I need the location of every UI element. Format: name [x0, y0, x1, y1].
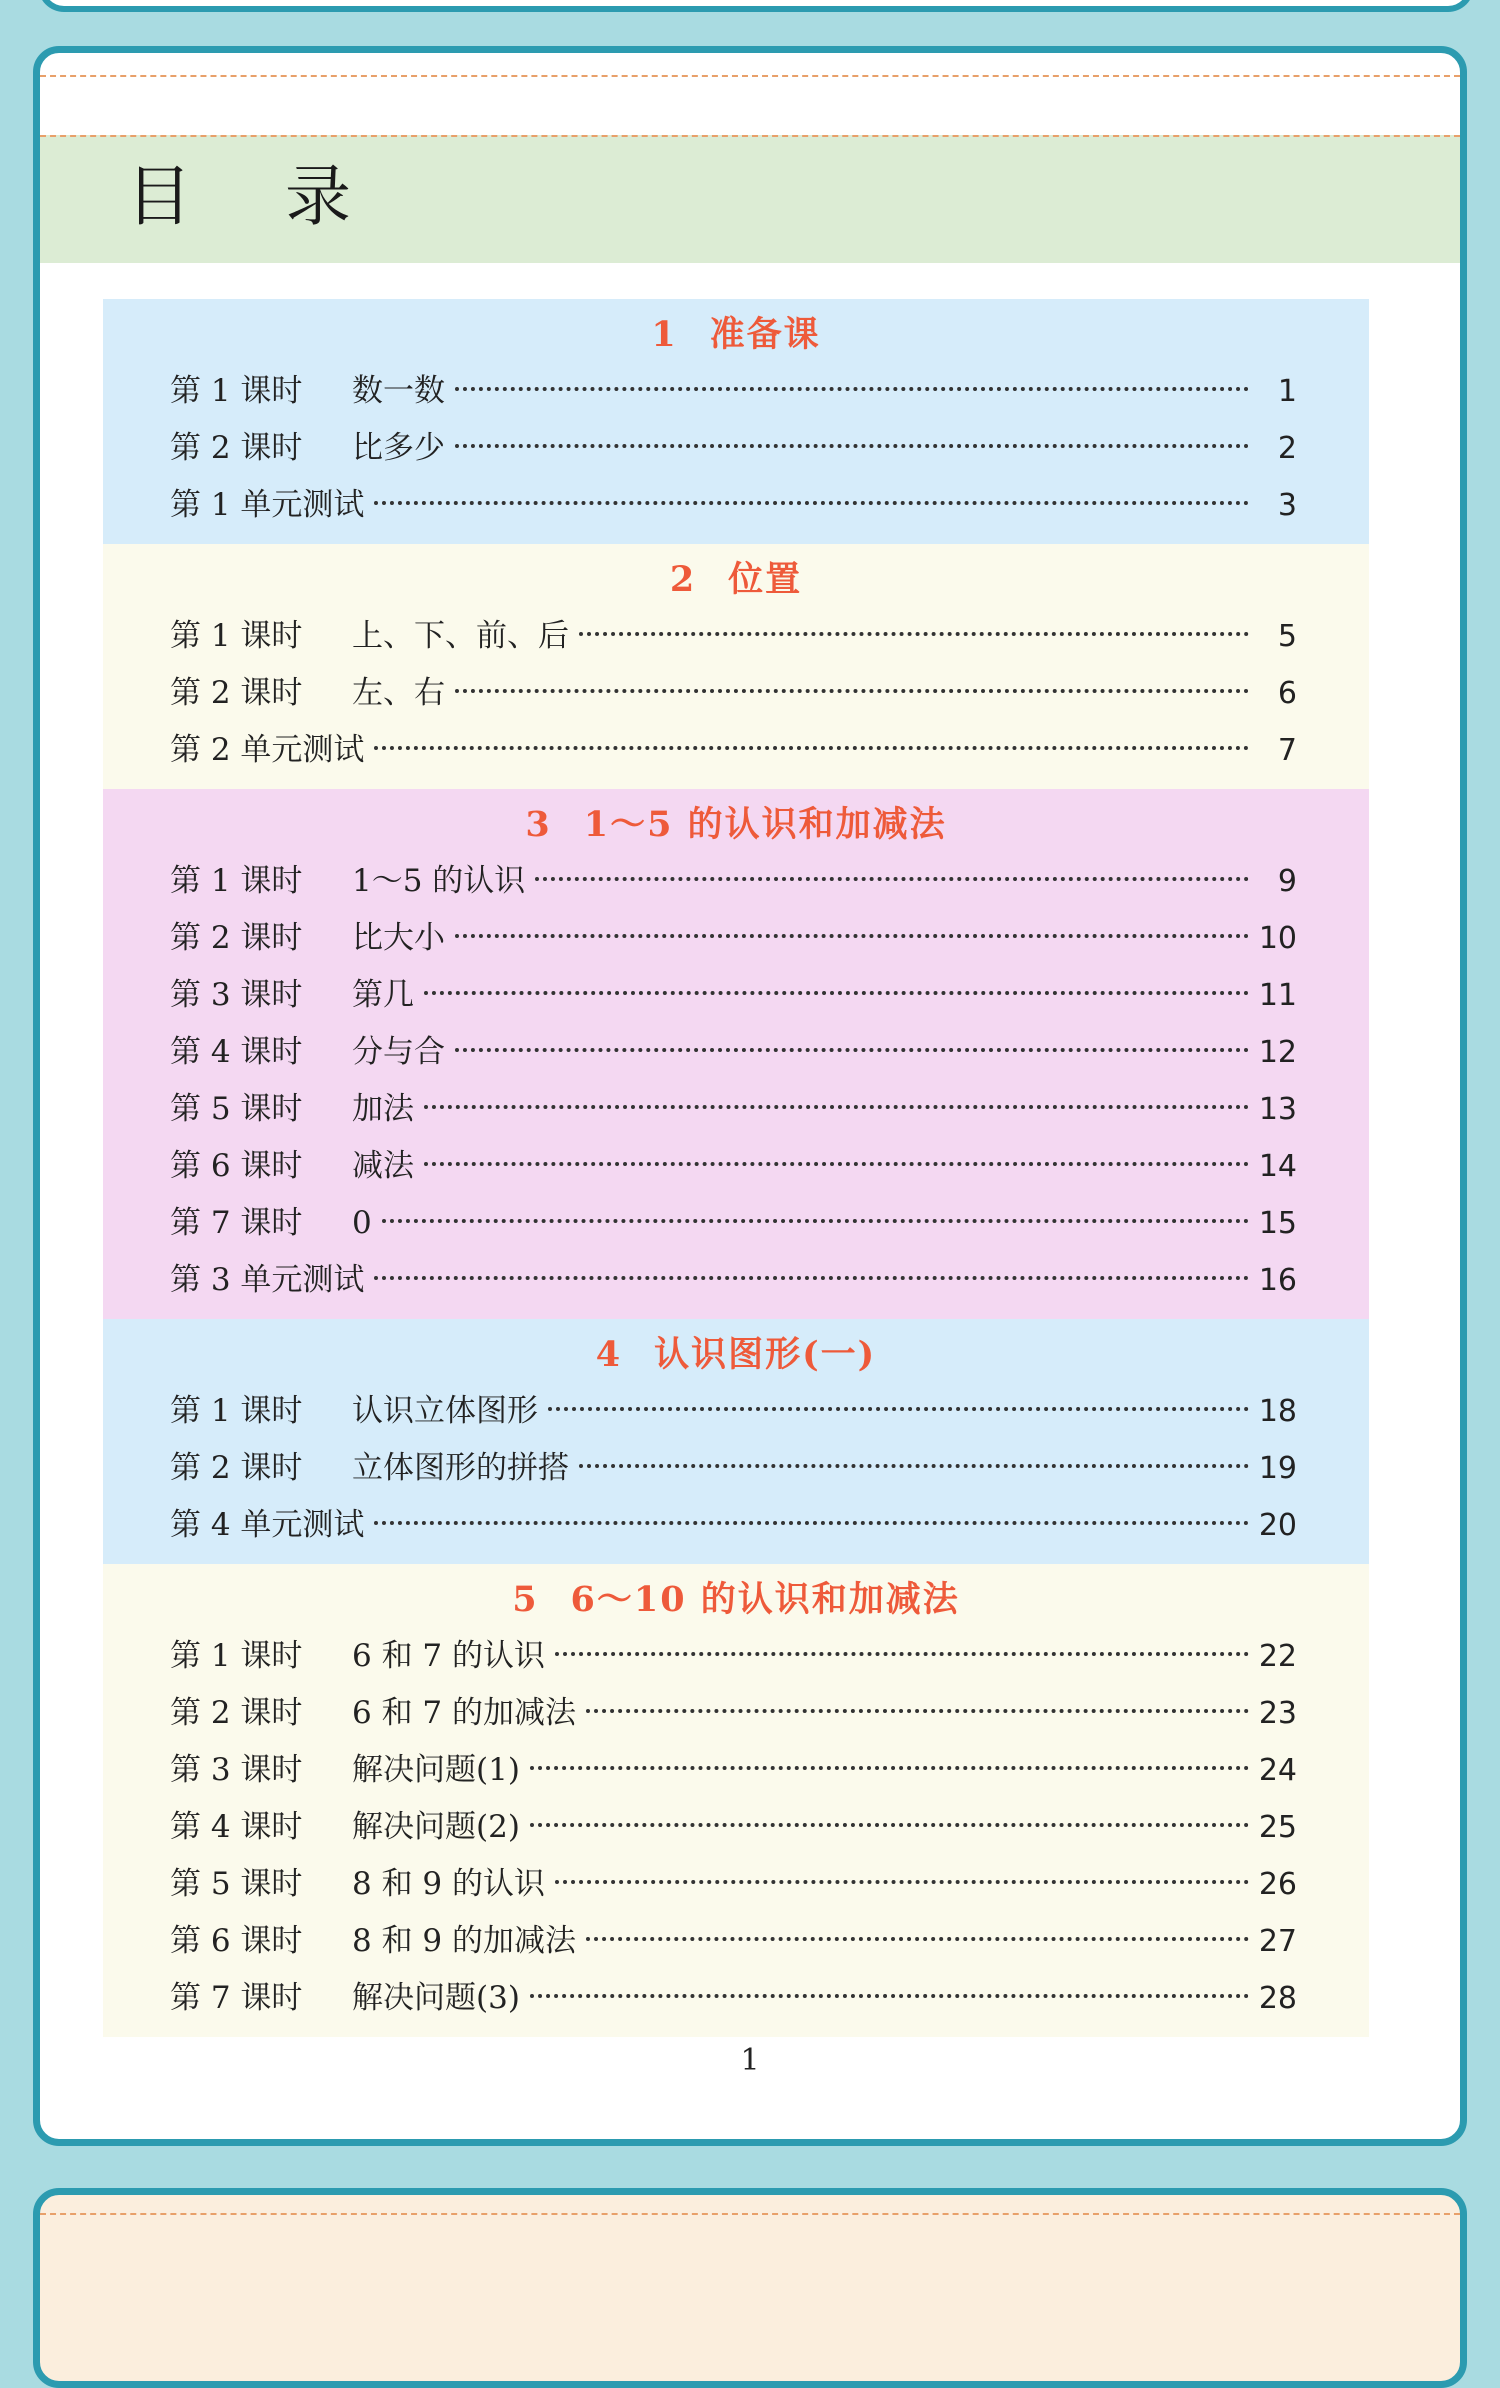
dot-leader — [374, 1276, 1248, 1280]
toc-section — [103, 1564, 1369, 2037]
lesson-topic: 第几 — [352, 977, 414, 1013]
lesson-topic: 1～5 的认识 — [352, 863, 526, 899]
page-ref: 16 — [1258, 1263, 1297, 1298]
lesson-label: 第 1 课时 — [170, 1638, 303, 1674]
section-title — [103, 558, 1369, 602]
dashed-rule — [40, 2213, 1460, 2215]
lesson-label: 第 1 课时 — [170, 1393, 303, 1429]
section-title-text: 1～5 的认识和加减法 — [583, 804, 947, 845]
previous-page-edge — [38, 0, 1474, 12]
toc-entry[interactable] — [103, 1195, 1369, 1252]
section-title — [103, 313, 1369, 357]
dot-leader — [424, 1105, 1249, 1109]
lesson-label: 第 1 课时 — [170, 618, 303, 654]
page-ref: 11 — [1258, 978, 1297, 1013]
lesson-label: 第 3 课时 — [170, 977, 303, 1013]
dot-leader — [579, 1464, 1249, 1468]
toc-entry[interactable] — [103, 1138, 1369, 1195]
lesson-label: 第 6 课时 — [170, 1923, 303, 1959]
lesson-label: 第 3 课时 — [170, 1752, 303, 1788]
page-ref: 12 — [1258, 1035, 1297, 1070]
section-title — [103, 803, 1369, 847]
lesson-topic: 8 和 9 的认识 — [352, 1866, 546, 1902]
lesson-label: 第 7 课时 — [170, 1980, 303, 2016]
lesson-label: 第 4 单元测试 — [170, 1507, 365, 1543]
page-ref: 14 — [1258, 1149, 1297, 1184]
dot-leader — [455, 444, 1249, 448]
toc-entry[interactable] — [103, 1383, 1369, 1440]
page-ref: 25 — [1258, 1810, 1297, 1845]
lesson-topic: 分与合 — [352, 1034, 445, 1070]
lesson-topic: 解决问题(2) — [352, 1809, 520, 1845]
page-ref: 1 — [1277, 374, 1297, 409]
lesson-topic: 上、下、前、后 — [352, 618, 569, 654]
page-ref: 13 — [1258, 1092, 1297, 1127]
toc-entry[interactable] — [103, 420, 1369, 477]
page-ref: 28 — [1258, 1981, 1297, 2016]
section-title-text: 认识图形(一) — [654, 1334, 877, 1375]
toc-page — [33, 46, 1467, 2146]
section-number: 4 — [595, 1334, 623, 1375]
toc-section — [103, 544, 1369, 789]
toc-entry[interactable] — [103, 853, 1369, 910]
section-number: 3 — [525, 804, 552, 845]
lesson-label: 第 2 课时 — [170, 675, 303, 711]
lesson-topic: 比多少 — [352, 430, 445, 466]
lesson-label: 第 7 课时 — [170, 1205, 303, 1241]
toc-entry[interactable] — [103, 363, 1369, 420]
dot-leader — [579, 632, 1249, 636]
lesson-label: 第 3 单元测试 — [170, 1262, 365, 1298]
page-ref: 23 — [1258, 1696, 1297, 1731]
lesson-topic: 6 和 7 的认识 — [352, 1638, 546, 1674]
dot-leader — [455, 1048, 1249, 1052]
toc-entry[interactable] — [103, 1252, 1369, 1309]
toc-section — [103, 299, 1369, 544]
lesson-topic: 减法 — [352, 1148, 414, 1184]
page-ref: 5 — [1277, 619, 1297, 654]
lesson-label: 第 2 单元测试 — [170, 732, 365, 768]
lesson-topic: 认识立体图形 — [352, 1393, 538, 1429]
dot-leader — [424, 1162, 1249, 1166]
dot-leader — [586, 1709, 1249, 1713]
dot-leader — [555, 1880, 1249, 1884]
page-ref: 20 — [1258, 1508, 1297, 1543]
toc-entry[interactable] — [103, 1440, 1369, 1497]
page-ref: 27 — [1258, 1924, 1297, 1959]
lesson-topic: 6 和 7 的加减法 — [352, 1695, 577, 1731]
lesson-label: 第 5 课时 — [170, 1091, 303, 1127]
toc-entry[interactable] — [103, 910, 1369, 967]
dot-leader — [530, 1823, 1249, 1827]
dot-leader — [424, 991, 1249, 995]
lesson-topic: 解决问题(1) — [352, 1752, 520, 1788]
lesson-topic: 8 和 9 的加减法 — [352, 1923, 577, 1959]
lesson-label: 第 1 课时 — [170, 373, 303, 409]
lesson-label: 第 6 课时 — [170, 1148, 303, 1184]
toc-entry[interactable] — [103, 1799, 1369, 1856]
lesson-label: 第 1 课时 — [170, 863, 303, 899]
page-ref: 15 — [1258, 1206, 1297, 1241]
section-title-text: 位置 — [728, 559, 803, 600]
dot-leader — [374, 501, 1249, 505]
lesson-label: 第 4 课时 — [170, 1809, 303, 1845]
page-ref: 19 — [1258, 1451, 1297, 1486]
page-ref: 24 — [1258, 1753, 1297, 1788]
dot-leader — [374, 746, 1249, 750]
lesson-label: 第 5 课时 — [170, 1866, 303, 1902]
table-of-contents — [103, 299, 1369, 2037]
page-ref: 3 — [1277, 488, 1297, 523]
page-ref: 6 — [1277, 676, 1297, 711]
section-title — [103, 1333, 1369, 1377]
lesson-label: 第 4 课时 — [170, 1034, 303, 1070]
lesson-topic: 加法 — [352, 1091, 414, 1127]
dot-leader — [455, 689, 1249, 693]
dot-leader — [455, 934, 1249, 938]
toc-entry[interactable] — [103, 477, 1369, 534]
lesson-topic: 0 — [352, 1205, 372, 1241]
toc-section — [103, 1319, 1369, 1564]
dashed-rule — [40, 75, 1460, 77]
lesson-label: 第 2 课时 — [170, 1695, 303, 1731]
lesson-topic: 解决问题(3) — [352, 1980, 520, 2016]
toc-entry[interactable] — [103, 608, 1369, 665]
toc-entry[interactable] — [103, 1970, 1369, 2027]
toc-entry[interactable] — [103, 1913, 1369, 1970]
toc-entry[interactable] — [103, 1856, 1369, 1913]
dot-leader — [548, 1407, 1249, 1411]
page-ref: 2 — [1277, 431, 1297, 466]
section-title-text: 6～10 的认识和加减法 — [570, 1579, 960, 1620]
dot-leader — [455, 387, 1249, 391]
dot-leader — [535, 877, 1249, 881]
dot-leader — [382, 1219, 1249, 1223]
section-number: 5 — [512, 1579, 539, 1620]
toc-entry[interactable] — [103, 1081, 1369, 1138]
lesson-label: 第 2 课时 — [170, 1450, 303, 1486]
dot-leader — [586, 1937, 1249, 1941]
dot-leader — [530, 1766, 1249, 1770]
lesson-label: 第 2 课时 — [170, 920, 303, 956]
section-title-text: 准备课 — [709, 314, 821, 355]
toc-entry[interactable] — [103, 967, 1369, 1024]
lesson-topic: 立体图形的拼搭 — [352, 1450, 569, 1486]
toc-entry[interactable] — [103, 1628, 1369, 1685]
lesson-topic: 比大小 — [352, 920, 445, 956]
page-ref: 26 — [1258, 1867, 1297, 1902]
toc-section — [103, 789, 1369, 1319]
page-ref: 10 — [1258, 921, 1297, 956]
lesson-topic: 左、右 — [352, 675, 445, 711]
page-ref: 22 — [1258, 1639, 1297, 1674]
lesson-topic: 数一数 — [352, 373, 445, 409]
toc-entry[interactable] — [103, 1685, 1369, 1742]
lesson-label: 第 1 单元测试 — [170, 487, 365, 523]
section-number: 1 — [651, 314, 678, 355]
dot-leader — [374, 1521, 1248, 1525]
page-ref: 7 — [1277, 733, 1297, 768]
page-number: 1 — [740, 2043, 760, 2078]
lesson-label: 第 2 课时 — [170, 430, 303, 466]
dot-leader — [530, 1994, 1249, 1998]
page-title: 目 录 — [126, 158, 387, 235]
toc-entry[interactable] — [103, 1024, 1369, 1081]
page-ref: 18 — [1258, 1394, 1297, 1429]
dashed-rule — [40, 135, 1460, 137]
page-ref: 9 — [1277, 864, 1297, 899]
toc-entry[interactable] — [103, 722, 1369, 779]
section-title — [103, 1578, 1369, 1622]
next-page-edge — [33, 2188, 1467, 2388]
dot-leader — [555, 1652, 1249, 1656]
toc-entry[interactable] — [103, 1742, 1369, 1799]
toc-entry[interactable] — [103, 1497, 1369, 1554]
section-number: 2 — [669, 559, 697, 600]
toc-entry[interactable] — [103, 665, 1369, 722]
